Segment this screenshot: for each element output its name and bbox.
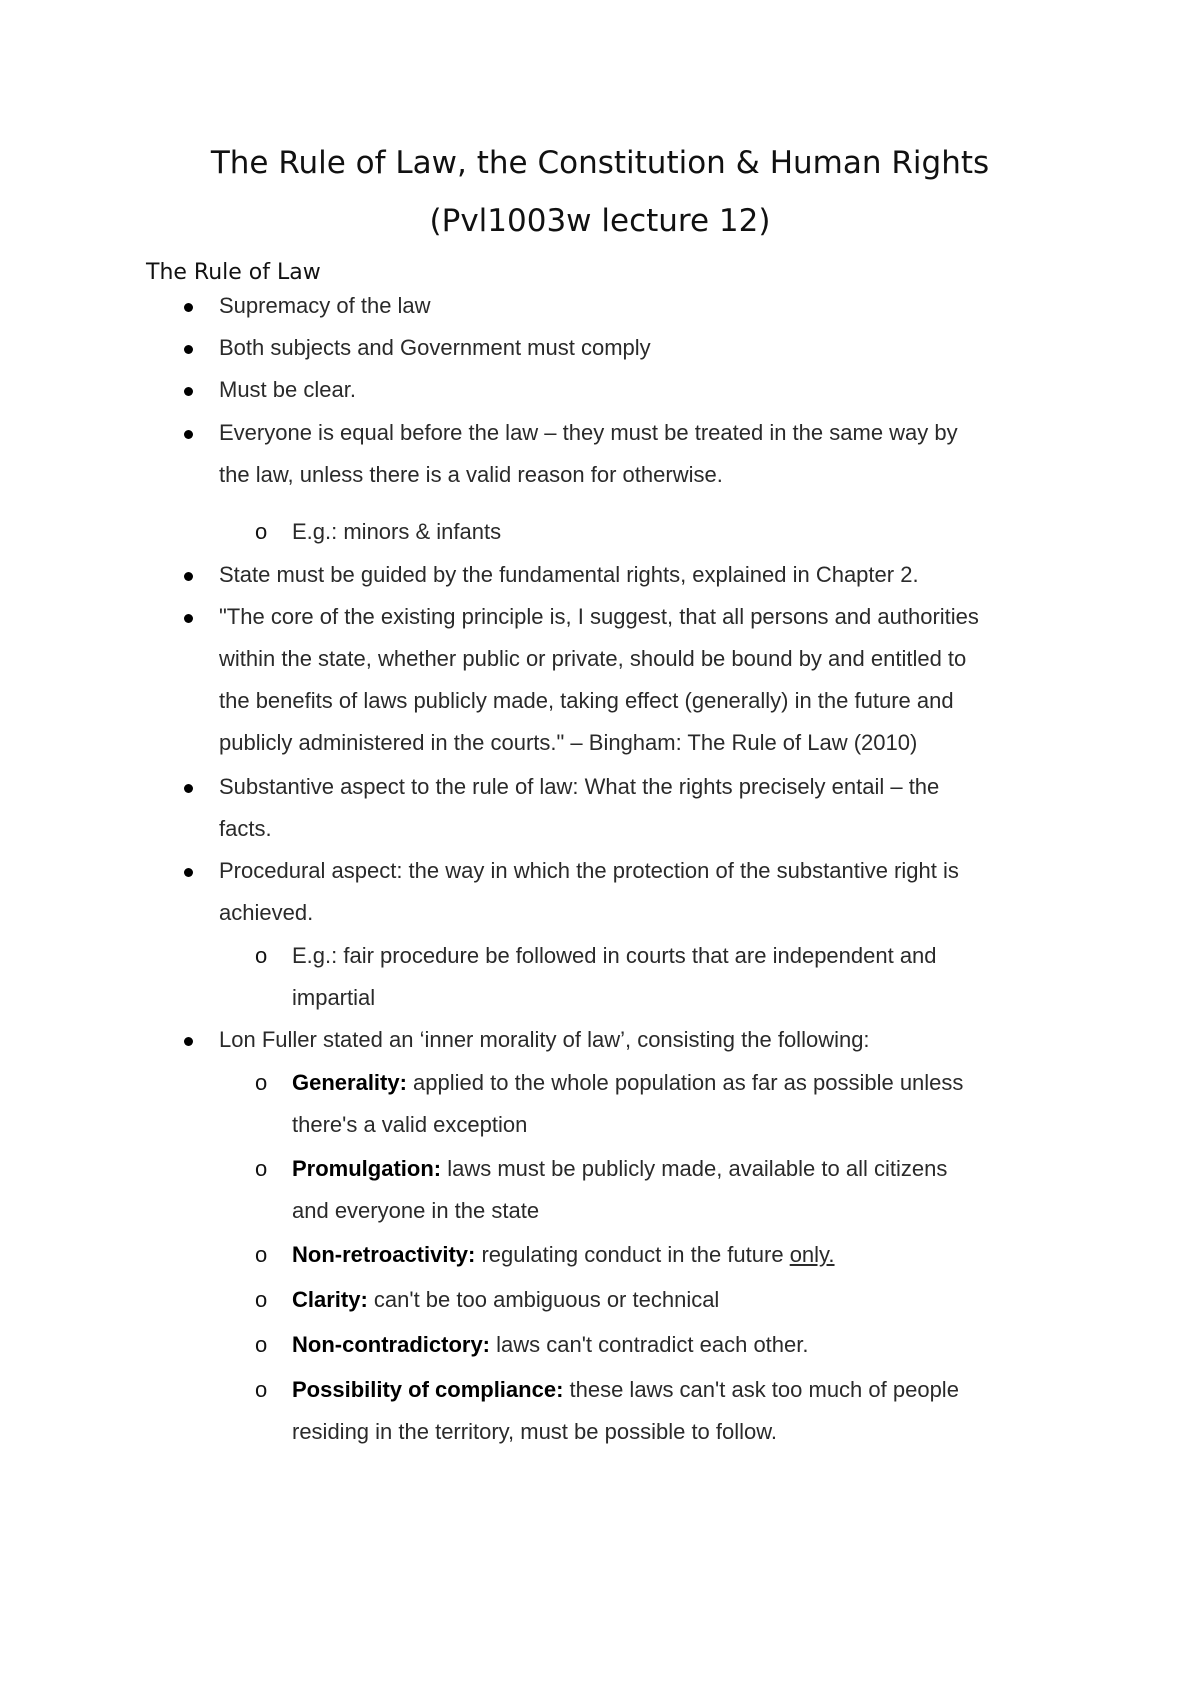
- sub-item-text: [292, 1062, 1072, 1146]
- list-item-text: [219, 596, 1069, 764]
- list-item-text: [219, 850, 1069, 934]
- text-line: facts.: [219, 816, 272, 841]
- term-label: Promulgation:: [292, 1156, 442, 1181]
- sub-bullet-icon: o: [255, 1070, 268, 1095]
- sub-item-text: [292, 1369, 1072, 1453]
- term-label: Generality:: [292, 1070, 407, 1095]
- text-line: Everyone is equal before the law – they must be treated in the same way by: [219, 420, 958, 445]
- text-line: Procedural aspect: the way in which the protection of the substantive right is: [219, 858, 959, 883]
- text-line: [292, 1062, 1072, 1104]
- text-line: and everyone in the state: [292, 1198, 540, 1223]
- bullet-icon: [184, 1037, 193, 1046]
- bullet-icon: [184, 784, 193, 793]
- document-title: The Rule of Law, the Constitution & Human Rights: [210, 145, 990, 181]
- term-description: regulating conduct in the future: [475, 1242, 790, 1267]
- bullet-icon: [184, 614, 193, 623]
- sub-bullet-icon: o: [255, 1332, 268, 1357]
- list-item-text: [219, 412, 1069, 496]
- term-label: Clarity:: [292, 1287, 368, 1312]
- term-label: Possibility of compliance:: [292, 1377, 564, 1402]
- list-item-text: State must be guided by the fundamental rights, explained in Chapter 2.: [219, 562, 919, 587]
- list-item-text: Lon Fuller stated an ‘inner morality of law’, consisting the following:: [219, 1027, 870, 1052]
- text-line: Substantive aspect to the rule of law: What the rights precisely entail – the: [219, 774, 940, 799]
- sub-bullet-icon: o: [255, 1242, 268, 1267]
- sub-bullet-icon: o: [255, 1287, 268, 1312]
- text-line: the law, unless there is a valid reason for otherwise.: [219, 462, 723, 487]
- term-description: these laws can't ask too much of people: [563, 1377, 959, 1402]
- text-line: the benefits of laws publicly made, taking effect (generally) in the future and: [219, 688, 954, 713]
- section-heading: The Rule of Law: [146, 260, 321, 285]
- bullet-icon: [184, 430, 193, 439]
- sub-item-text: [292, 1324, 1072, 1366]
- text-line: "The core of the existing principle is, I suggest, that all persons and authorities: [219, 604, 979, 629]
- emphasis-only: only.: [789, 1242, 835, 1267]
- sub-bullet-icon: o: [255, 519, 268, 544]
- sub-item-text: [292, 1148, 1072, 1232]
- term-description: can't be too ambiguous or technical: [367, 1287, 720, 1312]
- list-item-text: Supremacy of the law: [219, 293, 431, 318]
- term-description: laws must be publicly made, available to all citizens: [441, 1156, 948, 1181]
- list-item-text: [219, 766, 1069, 850]
- sub-bullet-icon: o: [255, 943, 268, 968]
- term-label: Non-contradictory:: [292, 1332, 490, 1357]
- list-item-text: Must be clear.: [219, 377, 356, 402]
- text-line: there's a valid exception: [292, 1112, 528, 1137]
- text-line: within the state, whether public or private, should be bound by and entitled to: [219, 646, 967, 671]
- bullet-icon: [184, 387, 193, 396]
- sub-bullet-icon: o: [255, 1156, 268, 1181]
- sub-item-text: [292, 1234, 1072, 1276]
- text-line: [292, 1148, 1072, 1190]
- text-line: publicly administered in the courts." – Bingham: The Rule of Law (2010): [219, 730, 918, 755]
- term-description: laws can't contradict each other.: [490, 1332, 809, 1357]
- document-subtitle: (Pvl1003w lecture 12): [429, 203, 771, 239]
- text-line: achieved.: [219, 900, 314, 925]
- sub-item-text: [292, 1279, 1072, 1321]
- bullet-icon: [184, 572, 193, 581]
- sub-bullet-icon: o: [255, 1377, 268, 1402]
- text-line: impartial: [292, 985, 376, 1010]
- term-label: Non-retroactivity:: [292, 1242, 476, 1267]
- text-line: [292, 1369, 1072, 1411]
- term-description: applied to the whole population as far as possible unless: [406, 1070, 964, 1095]
- text-line: E.g.: fair procedure be followed in courts that are independent and: [292, 943, 937, 968]
- text-line: residing in the territory, must be possible to follow.: [292, 1419, 778, 1444]
- sub-item-text: E.g.: minors & infants: [292, 519, 502, 544]
- bullet-icon: [184, 303, 193, 312]
- sub-item-text: [292, 935, 1072, 1019]
- bullet-icon: [184, 345, 193, 354]
- bullet-icon: [184, 868, 193, 877]
- list-item-text: Both subjects and Government must comply: [219, 335, 651, 360]
